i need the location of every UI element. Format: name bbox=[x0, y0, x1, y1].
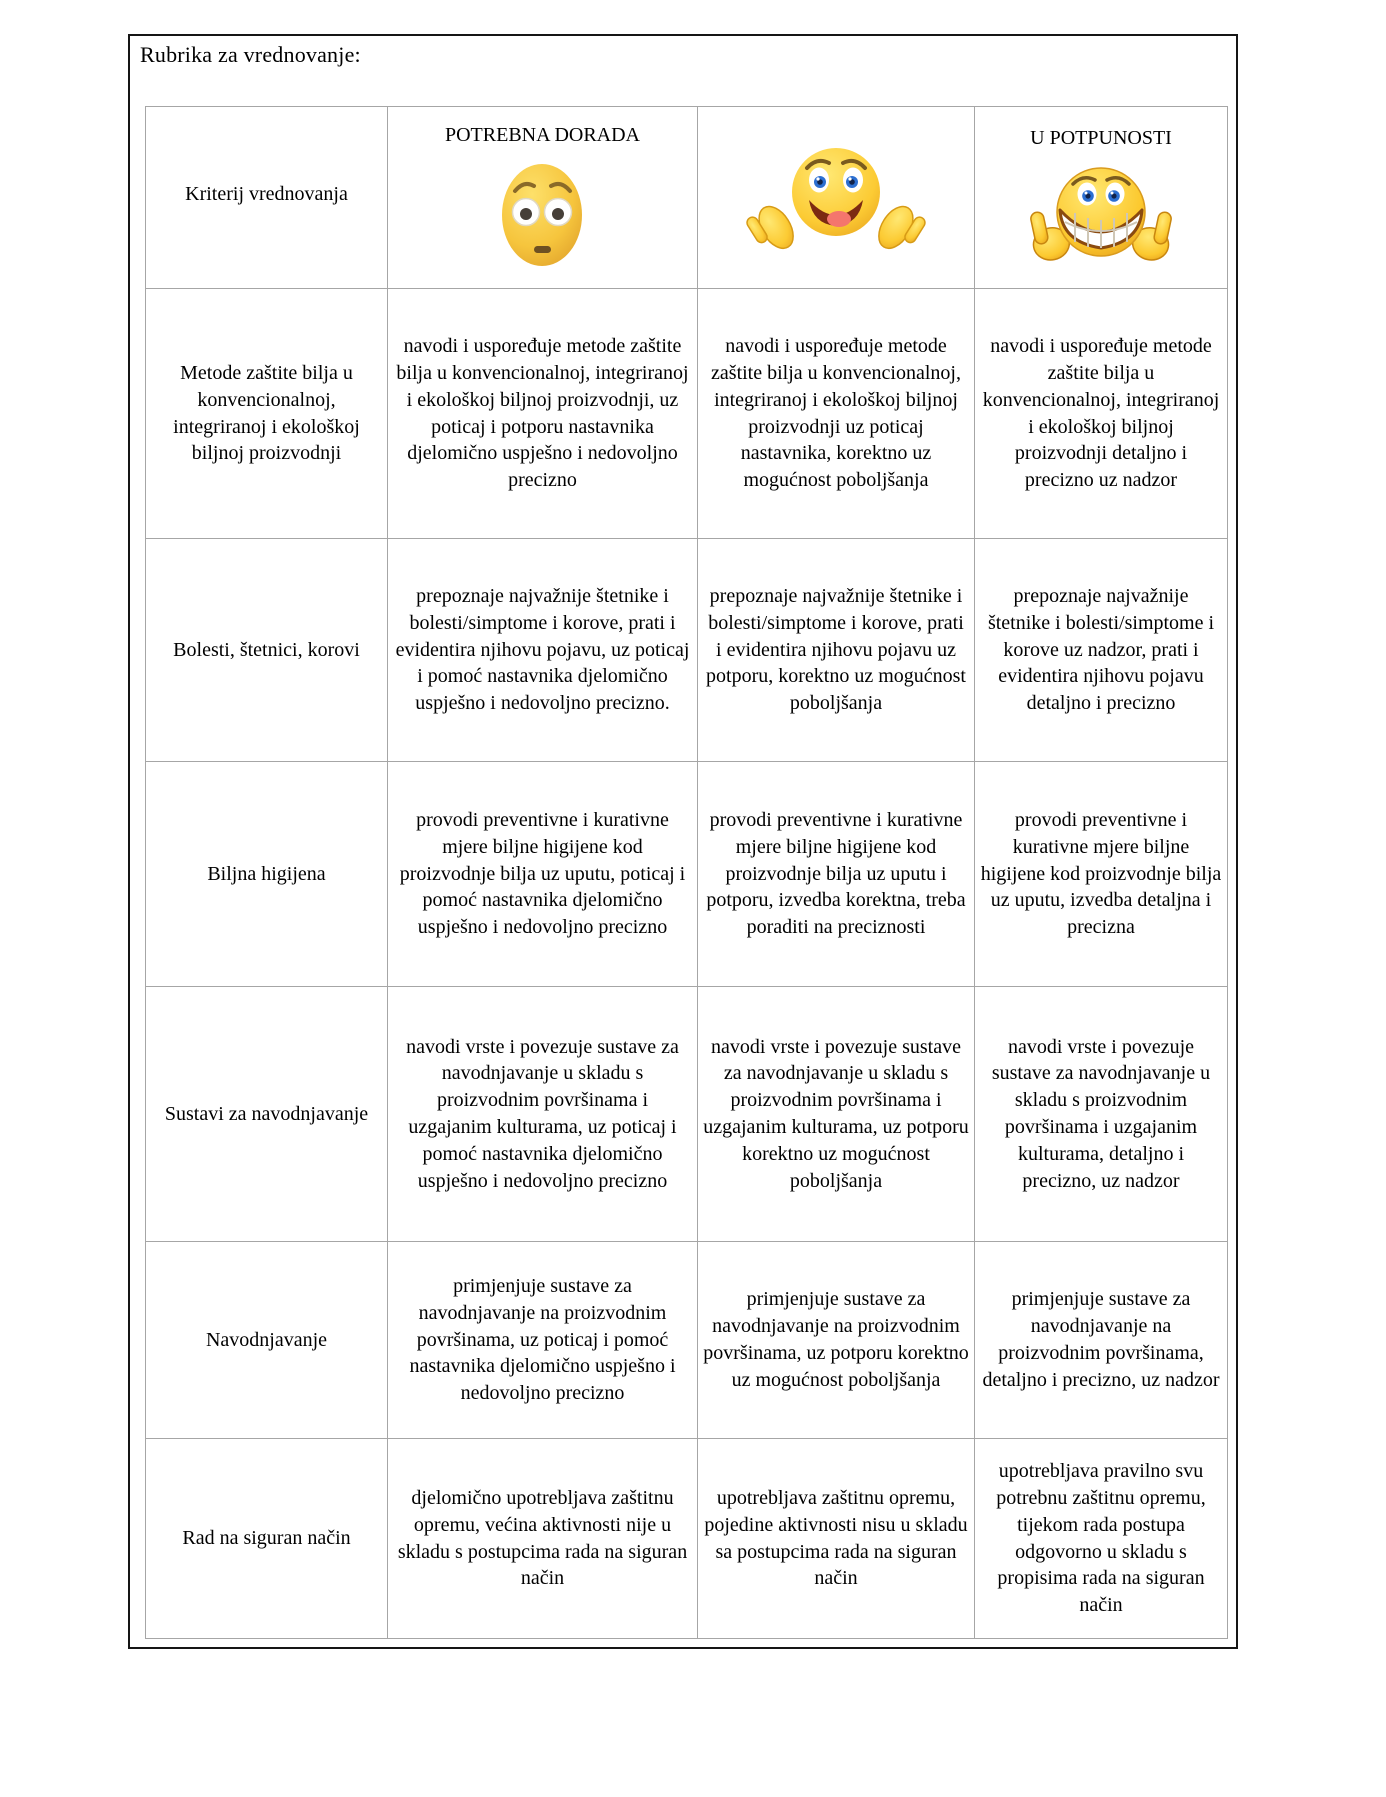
level-cell: provodi preventivne i kurativne mjere biljne higijene kod proizvodnje bilja uz uputu, izvedba detaljna i precizna bbox=[975, 762, 1228, 987]
level-cell: provodi preventivne i kurativne mjere biljne higijene kod proizvodnje bilja uz uputu i potporu, izvedba korektna, treba poraditi na preciznosti bbox=[698, 762, 975, 987]
level-cell: navodi i uspoređuje metode zaštite bilja u konvencionalnoj, integriranoj i ekološkoj biljnoj proizvodnji uz poticaj nastavnika, korektno uz mogućnost poboljšanja bbox=[698, 289, 975, 539]
level-cell: navodi vrste i povezuje sustave za navodnjavanje u skladu s proizvodnim površinama i uzgajanim kulturama, uz potporu korektno uz mogućnost poboljšanja bbox=[698, 987, 975, 1242]
level-cell: primjenjuje sustave za navodnjavanje na proizvodnim površinama, uz potporu korektno uz mogućnost poboljšanja bbox=[698, 1242, 975, 1439]
criterion-cell: Rad na siguran način bbox=[146, 1439, 388, 1639]
level-cell: djelomično upotrebljava zaštitnu opremu, većina aktivnosti nije u skladu s postupcima rada na siguran način bbox=[388, 1439, 698, 1639]
column-header-label: POTREBNA DORADA bbox=[444, 124, 641, 147]
page-title: Rubrika za vrednovanje: bbox=[140, 42, 361, 67]
level-cell: navodi vrste i povezuje sustave za navodnjavanje u skladu s proizvodnim površinama i uzgajanim kulturama, uz poticaj i pomoć nastavnika djelomično uspješno i nedovoljno precizno bbox=[388, 987, 698, 1242]
level-cell: prepoznaje najvažnije štetnike i bolesti/simptome i korove, prati i evidentira njihovu pojavu, uz poticaj i pomoć nastavnika djelomično uspješno i nedovoljno precizno. bbox=[388, 539, 698, 762]
level-cell: navodi vrste i povezuje sustave za navodnjavanje u skladu s proizvodnim površinama i uzgajanim kulturama, detaljno i precizno, uz nadzor bbox=[975, 987, 1228, 1242]
column-header-u-potpunosti bbox=[975, 107, 1228, 289]
level-cell: primjenjuje sustave za navodnjavanje na proizvodnim površinama, uz poticaj i pomoć nastavnika djelomično uspješno i nedovoljno precizno bbox=[388, 1242, 698, 1439]
criterion-cell: Sustavi za navodnjavanje bbox=[146, 987, 388, 1242]
rubric-table bbox=[145, 106, 1228, 1639]
grinning-smiley-thumbs-up-icon bbox=[980, 158, 1222, 270]
flushed-face-icon bbox=[393, 155, 692, 273]
column-header-potrebna-dorada bbox=[388, 107, 698, 289]
column-header-label: Kriterij vrednovanja bbox=[185, 183, 348, 206]
table-row bbox=[146, 762, 1228, 987]
criterion-cell: Navodnjavanje bbox=[146, 1242, 388, 1439]
level-cell: prepoznaje najvažnije štetnike i bolesti/simptome i korove, prati i evidentira njihovu pojavu uz potporu, korektno uz mogućnost poboljšanja bbox=[698, 539, 975, 762]
thumbs-up-smiley-icon bbox=[703, 140, 969, 258]
table-row bbox=[146, 1242, 1228, 1439]
level-cell: provodi preventivne i kurativne mjere biljne higijene kod proizvodnje bilja uz uputu, poticaj i pomoć nastavnika djelomično uspješno i nedovoljno precizno bbox=[388, 762, 698, 987]
column-header-criteria bbox=[146, 107, 388, 289]
level-cell: upotrebljava zaštitnu opremu, pojedine aktivnosti nisu u skladu sa postupcima rada na siguran način bbox=[698, 1439, 975, 1639]
criterion-cell: Bolesti, štetnici, korovi bbox=[146, 539, 388, 762]
column-header-label: U POTPUNOSTI bbox=[1030, 127, 1172, 150]
table-row bbox=[146, 539, 1228, 762]
level-cell: upotrebljava pravilno svu potrebnu zaštitnu opremu, tijekom rada postupa odgovorno u skladu s propisima rada na siguran način bbox=[975, 1439, 1228, 1639]
level-cell: navodi i uspoređuje metode zaštite bilja u konvencionalnoj, integriranoj i ekološkoj biljnoj proizvodnji detaljno i precizno uz nadzor bbox=[975, 289, 1228, 539]
table-row bbox=[146, 1439, 1228, 1639]
level-cell: navodi i uspoređuje metode zaštite bilja u konvencionalnoj, integriranoj i ekološkoj biljnoj proizvodnji, uz poticaj i potporu nastavnika djelomično uspješno i nedovoljno precizno bbox=[388, 289, 698, 539]
level-cell: primjenjuje sustave za navodnjavanje na proizvodnim površinama, detaljno i precizno, uz nadzor bbox=[975, 1242, 1228, 1439]
table-row bbox=[146, 987, 1228, 1242]
criterion-cell: Metode zaštite bilja u konvencionalnoj, integriranoj i ekološkoj biljnoj proizvodnji bbox=[146, 289, 388, 539]
column-header-zadovoljavajuce bbox=[698, 107, 975, 289]
table-row bbox=[146, 289, 1228, 539]
level-cell: prepoznaje najvažnije štetnike i bolesti/simptome i korove uz nadzor, prati i evidentira njihovu pojavu detaljno i precizno bbox=[975, 539, 1228, 762]
header-row bbox=[146, 107, 1228, 289]
rubric-container bbox=[128, 34, 1238, 1649]
criterion-cell: Biljna higijena bbox=[146, 762, 388, 987]
